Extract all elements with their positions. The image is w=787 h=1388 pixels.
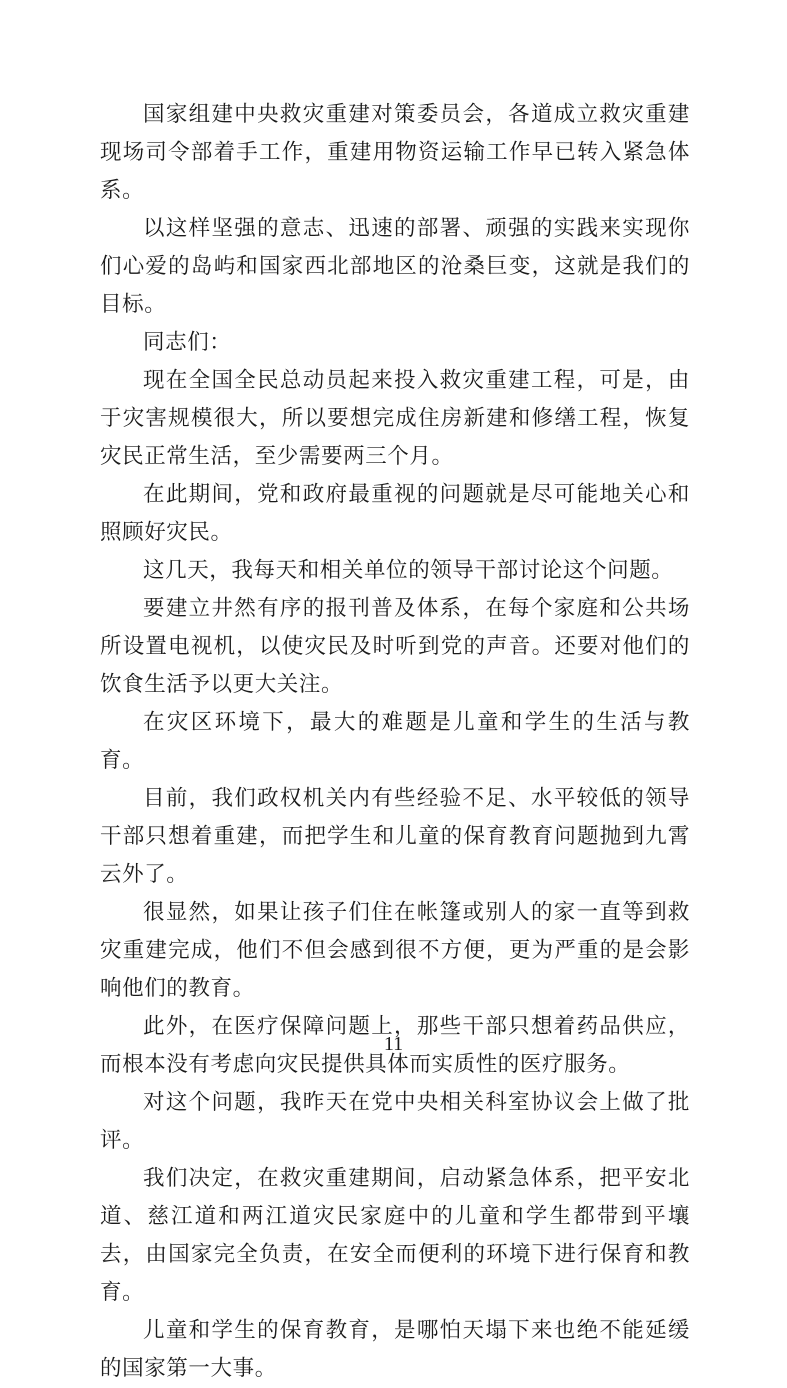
paragraph: 这几天，我每天和相关单位的领导干部讨论这个问题。	[143, 558, 674, 583]
document-body	[100, 96, 690, 1388]
paragraph: 在此期间，党和政府最重视的问题就是尽可能地关心和照顾好灾民。	[100, 482, 690, 545]
paragraph: 对这个问题，我昨天在党中央相关科室协议会上做了批评。	[100, 1090, 690, 1153]
paragraph: 很显然，如果让孩子们住在帐篷或别人的家一直等到救灾重建完成，他们不但会感到很不方便，更为严重的是会影响他们的教育。	[100, 900, 690, 1001]
paragraph: 目前，我们政权机关内有些经验不足、水平较低的领导干部只想着重建，而把学生和儿童的保育教育问题抛到九霄云外了。	[100, 786, 690, 887]
paragraph: 同志们：	[143, 330, 232, 355]
paragraph: 我们决定，在救灾重建期间，启动紧急体系，把平安北道、慈江道和两江道灾民家庭中的儿童和学生都带到平壤去，由国家完全负责，在安全而便利的环境下进行保育和教育。	[100, 1166, 690, 1305]
page-number: 11	[383, 1033, 404, 1055]
paragraph: 在灾区环境下，最大的难题是儿童和学生的生活与教育。	[100, 710, 690, 773]
paragraph: 儿童和学生的保育教育，是哪怕天塌下来也绝不能延缓的国家第一大事。	[100, 1318, 690, 1381]
paragraph: 要建立井然有序的报刊普及体系，在每个家庭和公共场所设置电视机，以使灾民及时听到党的声音。还要对他们的饮食生活予以更大关注。	[100, 596, 690, 697]
paragraph: 以这样坚强的意志、迅速的部署、顽强的实践来实现你们心爱的岛屿和国家西北部地区的沧桑巨变，这就是我们的目标。	[100, 216, 690, 317]
paragraph: 此外，在医疗保障问题上，那些干部只想着药品供应，而根本没有考虑向灾民提供具体而实质性的医疗服务。	[100, 1014, 690, 1077]
paragraph: 现在全国全民总动员起来投入救灾重建工程，可是，由于灾害规模很大，所以要想完成住房新建和修缮工程，恢复灾民正常生活，至少需要两三个月。	[100, 368, 690, 469]
paragraph: 国家组建中央救灾重建对策委员会，各道成立救灾重建现场司令部着手工作，重建用物资运输工作早已转入紧急体系。	[100, 102, 690, 203]
